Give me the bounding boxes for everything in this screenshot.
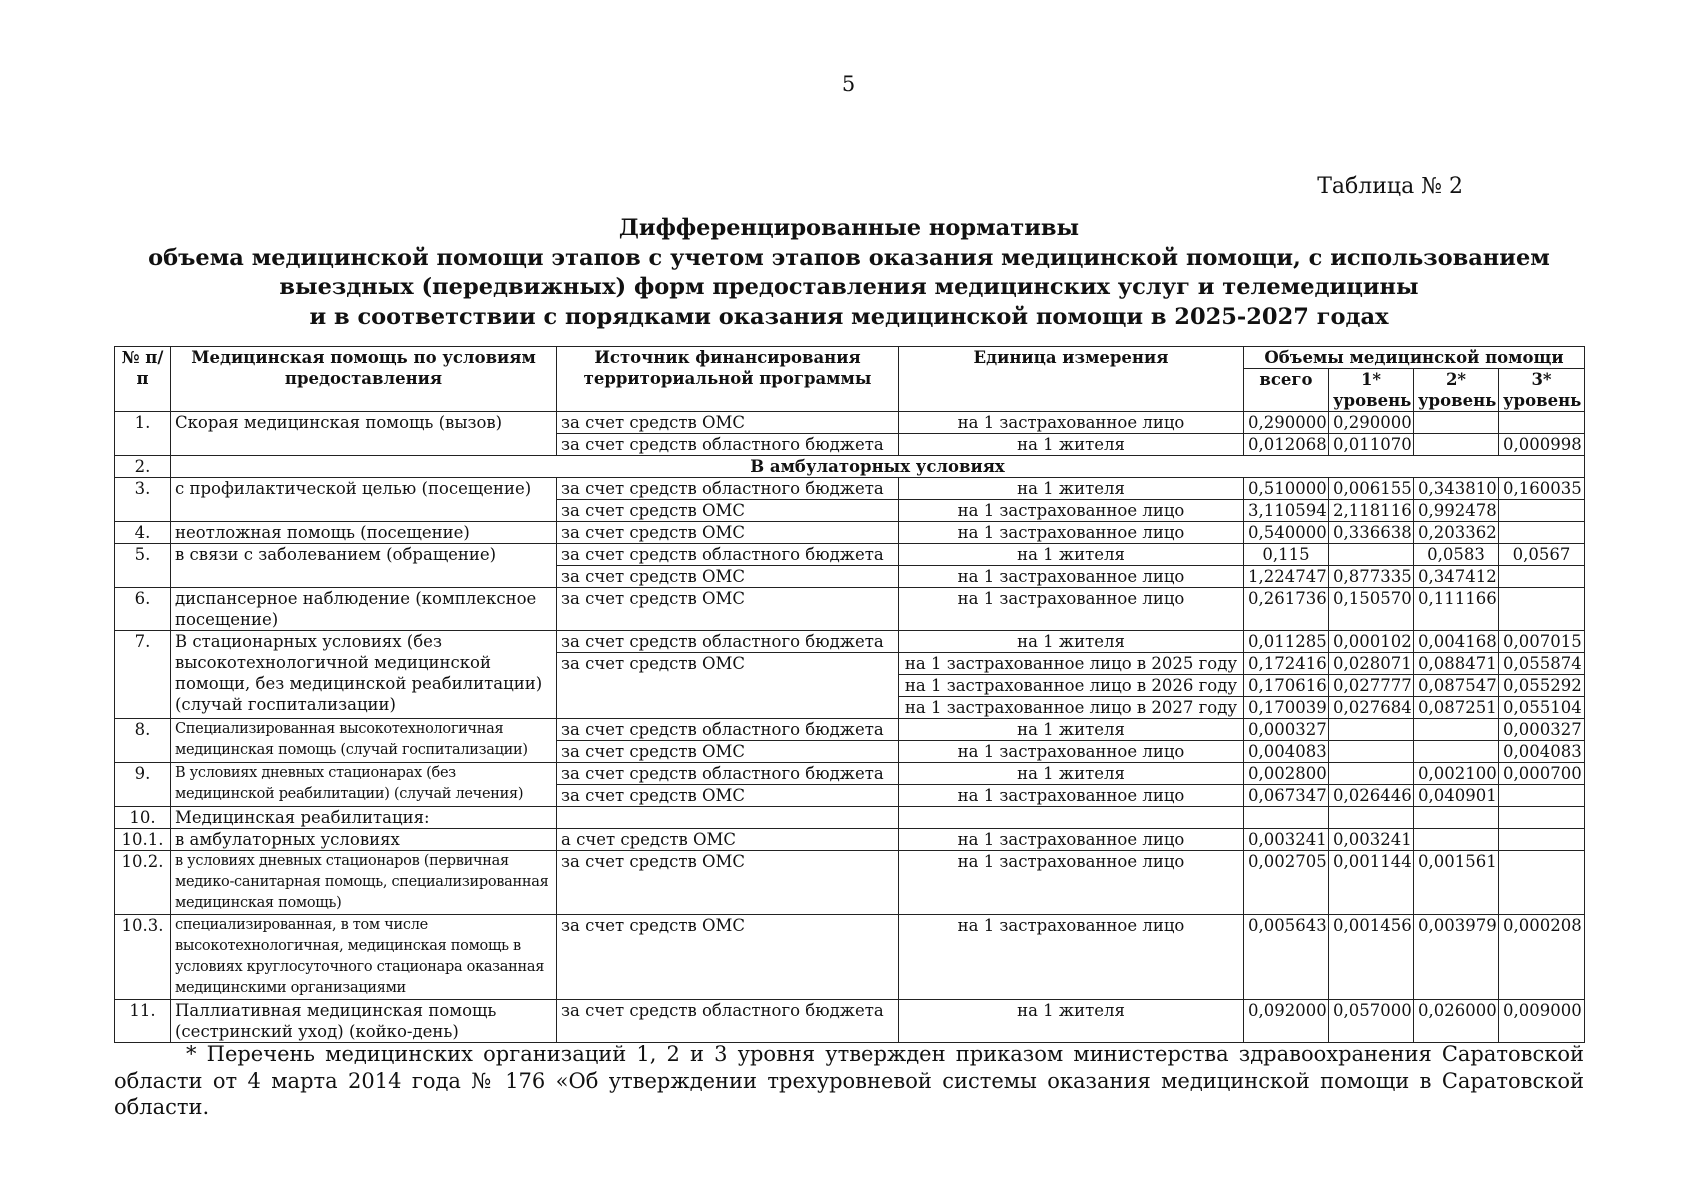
- row-level1: 0,336638: [1329, 522, 1414, 544]
- table-row: [115, 544, 1585, 566]
- row-num: 9.: [115, 763, 171, 807]
- row-unit: на 1 застрахованное лицо: [899, 588, 1244, 631]
- row-total: 0,170039: [1244, 697, 1329, 719]
- row-total: 0,067347: [1244, 785, 1329, 807]
- row-level1: 2,118116: [1329, 500, 1414, 522]
- row-num: 3.: [115, 478, 171, 522]
- row-source: а счет средств ОМС: [557, 829, 899, 851]
- row-total: 0,290000: [1244, 412, 1329, 434]
- row-level3: [1499, 785, 1585, 807]
- row-unit: на 1 жителя: [899, 1000, 1244, 1043]
- row-level2: [1414, 807, 1499, 829]
- row-level2: 0,040901: [1414, 785, 1499, 807]
- table-row: [115, 588, 1585, 631]
- table-row: [115, 1000, 1585, 1043]
- row-level1: 0,001144: [1329, 851, 1414, 915]
- row-unit: на 1 жителя: [899, 763, 1244, 785]
- row-unit: на 1 застрахованное лицо: [899, 851, 1244, 915]
- row-level2: 0,087251: [1414, 697, 1499, 719]
- row-care: диспансерное наблюдение (комплексное посещение): [171, 588, 557, 631]
- row-level2: 0,347412: [1414, 566, 1499, 588]
- row-num: 11.: [115, 1000, 171, 1043]
- table-header-row: [115, 347, 1585, 369]
- row-num: 5.: [115, 544, 171, 588]
- header-volumes: Объемы медицинской помощи: [1244, 347, 1585, 369]
- row-source: за счет средств ОМС: [557, 785, 899, 807]
- row-unit: на 1 застрахованное лицо: [899, 741, 1244, 763]
- row-level1: 0,290000: [1329, 412, 1414, 434]
- row-care: в амбулаторных условиях: [171, 829, 557, 851]
- row-unit: на 1 жителя: [899, 719, 1244, 741]
- table-row: [115, 763, 1585, 785]
- row-level1: 0,011070: [1329, 434, 1414, 456]
- table-row: [115, 631, 1585, 653]
- row-source: за счет средств ОМС: [557, 741, 899, 763]
- row-num: 10.3.: [115, 915, 171, 1000]
- row-level2: 0,003979: [1414, 915, 1499, 1000]
- title-line-2: объема медицинской помощи этапов с учетом этапов оказания медицинской помощи, с использованием: [148, 244, 1550, 271]
- row-level2: 0,002100: [1414, 763, 1499, 785]
- row-unit: на 1 застрахованное лицо: [899, 915, 1244, 1000]
- row-care: В стационарных условиях (без высокотехнологичной медицинской помощи, без медицинской реабилитации) (случай госпитализации): [171, 631, 557, 719]
- row-level3: 0,000998: [1499, 434, 1585, 456]
- row-care: Скорая медицинская помощь (вызов): [171, 412, 557, 456]
- footnote: * Перечень медицинских организаций 1, 2 и 3 уровня утвержден приказом министерства здравоохранения Саратовской области от 4 марта 2014 года № 176 «Об утверждении трехуровневой системы оказания медицинской помощи в Саратовской области.: [114, 1042, 1584, 1119]
- row-level3: [1499, 522, 1585, 544]
- row-unit: на 1 застрахованное лицо: [899, 829, 1244, 851]
- row-total: 0,261736: [1244, 588, 1329, 631]
- table-row: [115, 915, 1585, 1000]
- row-total: 0,002800: [1244, 763, 1329, 785]
- row-level1: 0,001456: [1329, 915, 1414, 1000]
- row-num: 10.1.: [115, 829, 171, 851]
- table-row: [115, 412, 1585, 434]
- row-total: 0,004083: [1244, 741, 1329, 763]
- title-line-4: и в соответствии с порядками оказания медицинской помощи в 2025-2027 годах: [309, 303, 1389, 330]
- row-care: Медицинская реабилитация:: [171, 807, 557, 829]
- row-level1: 0,057000: [1329, 1000, 1414, 1043]
- row-num: 4.: [115, 522, 171, 544]
- row-care: В условиях дневных стационарах (без медицинской реабилитации) (случай лечения): [171, 763, 557, 807]
- norms-table: [114, 346, 1585, 1043]
- row-source: за счет средств ОМС: [557, 500, 899, 522]
- table-row: [115, 829, 1585, 851]
- row-level3: 0,0567: [1499, 544, 1585, 566]
- row-source: за счет средств областного бюджета: [557, 544, 899, 566]
- row-source: за счет средств областного бюджета: [557, 1000, 899, 1043]
- row-total: 3,110594: [1244, 500, 1329, 522]
- row-total: 0,115: [1244, 544, 1329, 566]
- row-unit: на 1 жителя: [899, 478, 1244, 500]
- row-level2: [1414, 412, 1499, 434]
- header-care: Медицинская помощь по условиям предоставления: [171, 347, 557, 412]
- row-level1: [1329, 763, 1414, 785]
- row-level2: [1414, 719, 1499, 741]
- row-unit: на 1 жителя: [899, 631, 1244, 653]
- table-label: Таблица № 2: [1317, 174, 1463, 199]
- table-row: [115, 807, 1585, 829]
- row-level1: 0,003241: [1329, 829, 1414, 851]
- table-row: [115, 851, 1585, 915]
- row-level1: [1329, 719, 1414, 741]
- row-level2: 0,026000: [1414, 1000, 1499, 1043]
- row-care: специализированная, в том числе высокотехнологичная, медицинская помощь в условиях круглосуточного стационара оказанная медицинскими организациями: [171, 915, 557, 1000]
- row-level2: 0,203362: [1414, 522, 1499, 544]
- row-unit: на 1 застрахованное лицо в 2026 году: [899, 675, 1244, 697]
- row-source: [557, 807, 899, 829]
- row-num: 10.: [115, 807, 171, 829]
- table-row: [115, 719, 1585, 741]
- row-level2: 0,992478: [1414, 500, 1499, 522]
- title-line-3: выездных (передвижных) форм предоставления медицинских услуг и телемедицины: [279, 274, 1419, 300]
- row-level3: 0,055104: [1499, 697, 1585, 719]
- row-level1: [1329, 807, 1414, 829]
- row-level3: 0,000700: [1499, 763, 1585, 785]
- row-total: 1,224747: [1244, 566, 1329, 588]
- section-row: [115, 456, 1585, 478]
- header-level2: 2* уровень: [1414, 369, 1499, 412]
- row-level3: [1499, 807, 1585, 829]
- row-num: 2.: [115, 456, 171, 478]
- row-num: 8.: [115, 719, 171, 763]
- row-source: за счет средств ОМС: [557, 851, 899, 915]
- header-level3: 3* уровень: [1499, 369, 1585, 412]
- row-level2: 0,0583: [1414, 544, 1499, 566]
- document-title: [114, 214, 1584, 332]
- row-level3: 0,055874: [1499, 653, 1585, 675]
- row-level2: 0,087547: [1414, 675, 1499, 697]
- row-care: Паллиативная медицинская помощь (сестринский уход) (койко-день): [171, 1000, 557, 1043]
- row-unit: на 1 застрахованное лицо в 2027 году: [899, 697, 1244, 719]
- row-level2: [1414, 741, 1499, 763]
- row-total: 0,170616: [1244, 675, 1329, 697]
- row-total: 0,172416: [1244, 653, 1329, 675]
- row-unit: на 1 застрахованное лицо: [899, 412, 1244, 434]
- header-num: № п/п: [115, 347, 171, 412]
- row-total: 0,005643: [1244, 915, 1329, 1000]
- row-total: 0,003241: [1244, 829, 1329, 851]
- row-care: Специализированная высокотехнологичная медицинская помощь (случай госпитализации): [171, 719, 557, 763]
- row-source: за счет средств ОМС: [557, 588, 899, 631]
- row-level3: [1499, 851, 1585, 915]
- row-care: с профилактической целью (посещение): [171, 478, 557, 522]
- section-ambulatory: В амбулаторных условиях: [171, 456, 1585, 478]
- table-row: [115, 522, 1585, 544]
- row-source: за счет средств ОМС: [557, 522, 899, 544]
- header-total: всего: [1244, 369, 1329, 412]
- row-source: за счет средств ОМС: [557, 653, 899, 719]
- row-level1: 0,150570: [1329, 588, 1414, 631]
- row-level3: [1499, 829, 1585, 851]
- row-care: в условиях дневных стационаров (первичная медико-санитарная помощь, специализированная медицинская помощь): [171, 851, 557, 915]
- row-source: за счет средств областного бюджета: [557, 478, 899, 500]
- row-total: 0,012068: [1244, 434, 1329, 456]
- row-level1: [1329, 741, 1414, 763]
- row-level2: 0,001561: [1414, 851, 1499, 915]
- row-level1: 0,027777: [1329, 675, 1414, 697]
- table-row: [115, 478, 1585, 500]
- row-unit: на 1 жителя: [899, 544, 1244, 566]
- row-level2: [1414, 829, 1499, 851]
- row-source: за счет средств областного бюджета: [557, 434, 899, 456]
- row-num: 7.: [115, 631, 171, 719]
- row-num: 6.: [115, 588, 171, 631]
- row-level3: 0,055292: [1499, 675, 1585, 697]
- row-unit: на 1 жителя: [899, 434, 1244, 456]
- row-level3: [1499, 500, 1585, 522]
- row-source: за счет средств областного бюджета: [557, 763, 899, 785]
- row-level1: 0,027684: [1329, 697, 1414, 719]
- row-unit: на 1 застрахованное лицо в 2025 году: [899, 653, 1244, 675]
- row-level1: 0,000102: [1329, 631, 1414, 653]
- row-level1: 0,006155: [1329, 478, 1414, 500]
- row-total: 0,011285: [1244, 631, 1329, 653]
- row-care: в связи с заболеванием (обращение): [171, 544, 557, 588]
- header-unit: Единица измерения: [899, 347, 1244, 412]
- row-level3: 0,007015: [1499, 631, 1585, 653]
- header-level1: 1* уровень: [1329, 369, 1414, 412]
- row-level3: [1499, 412, 1585, 434]
- row-source: за счет средств ОМС: [557, 412, 899, 434]
- row-level3: 0,000208: [1499, 915, 1585, 1000]
- row-level2: 0,111166: [1414, 588, 1499, 631]
- row-level3: 0,000327: [1499, 719, 1585, 741]
- row-level2: 0,004168: [1414, 631, 1499, 653]
- row-source: за счет средств областного бюджета: [557, 719, 899, 741]
- row-num: 10.2.: [115, 851, 171, 915]
- row-total: 0,540000: [1244, 522, 1329, 544]
- row-total: 0,510000: [1244, 478, 1329, 500]
- row-level3: 0,004083: [1499, 741, 1585, 763]
- row-total: [1244, 807, 1329, 829]
- row-unit: [899, 807, 1244, 829]
- row-unit: на 1 застрахованное лицо: [899, 566, 1244, 588]
- row-level3: [1499, 588, 1585, 631]
- row-unit: на 1 застрахованное лицо: [899, 522, 1244, 544]
- row-level3: [1499, 566, 1585, 588]
- row-level2: 0,088471: [1414, 653, 1499, 675]
- row-level2: 0,343810: [1414, 478, 1499, 500]
- row-level1: 0,877335: [1329, 566, 1414, 588]
- row-total: 0,000327: [1244, 719, 1329, 741]
- row-source: за счет средств областного бюджета: [557, 631, 899, 653]
- row-level2: [1414, 434, 1499, 456]
- page-number: 5: [841, 72, 856, 96]
- row-level3: 0,160035: [1499, 478, 1585, 500]
- row-level1: 0,028071: [1329, 653, 1414, 675]
- row-unit: на 1 застрахованное лицо: [899, 500, 1244, 522]
- row-care: неотложная помощь (посещение): [171, 522, 557, 544]
- row-unit: на 1 застрахованное лицо: [899, 785, 1244, 807]
- row-level3: 0,009000: [1499, 1000, 1585, 1043]
- row-level1: [1329, 544, 1414, 566]
- row-num: 1.: [115, 412, 171, 456]
- row-level1: 0,026446: [1329, 785, 1414, 807]
- title-line-1: Дифференцированные нормативы: [618, 215, 1080, 241]
- row-total: 0,092000: [1244, 1000, 1329, 1043]
- header-source: Источник финансирования территориальной программы: [557, 347, 899, 412]
- row-source: за счет средств ОМС: [557, 566, 899, 588]
- row-total: 0,002705: [1244, 851, 1329, 915]
- row-source: за счет средств ОМС: [557, 915, 899, 1000]
